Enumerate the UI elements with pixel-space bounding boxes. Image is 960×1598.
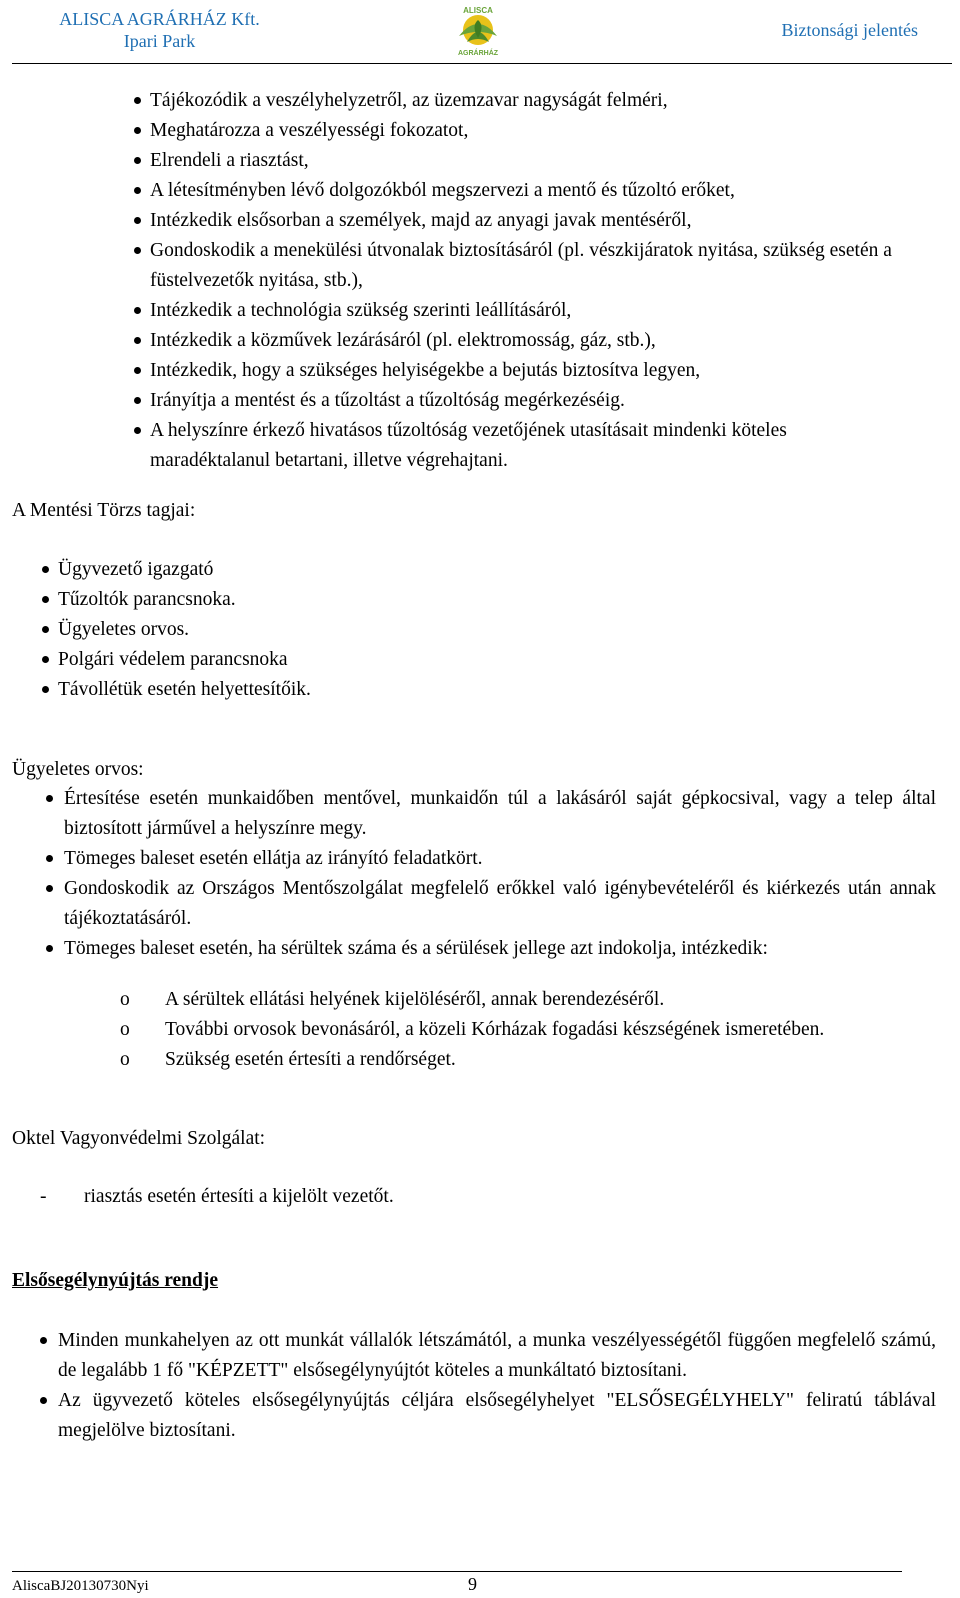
list-item: o A sérültek ellátási helyének kijelöléséről, annak berendezéséről.	[165, 985, 936, 1015]
list-item: Gondoskodik az Országos Mentőszolgálat megfelelő erőkkel való igénybevételéről és kiérkezés után annak tájékoztatásáról.	[64, 874, 936, 934]
footer-divider	[12, 1571, 902, 1572]
list-item: o További orvosok bevonásáról, a közeli Kórházak fogadási készségének ismeretében.	[165, 1015, 936, 1045]
list-item: Intézkedik elsősorban a személyek, majd az anyagi javak mentéséről,	[150, 206, 910, 236]
bullet-icon	[42, 566, 49, 573]
bullet-icon	[42, 656, 49, 663]
list-item: Tömeges baleset esetén ellátja az irányító feladatkört.	[64, 844, 936, 874]
list-item: o Szükség esetén értesíti a rendőrséget.	[165, 1045, 936, 1075]
bullet-icon	[134, 307, 141, 314]
alisca-logo	[445, 2, 511, 58]
list-item: Tömeges baleset esetén, ha sérültek száma és a sérülések jellege azt indokolja, intézkedik:	[64, 934, 936, 964]
bullet-icon	[42, 686, 49, 693]
company-name: ALISCA AGRÁRHÁZ Kft.	[59, 9, 260, 29]
first-aid-heading: Elsősegélynyújtás rendje	[12, 1270, 219, 1291]
bullet-icon	[46, 855, 53, 862]
doctor-sublist	[120, 985, 936, 1075]
list-item: Tájékozódik a veszélyhelyzetről, az üzemzavar nagyságát felméri,	[150, 86, 910, 116]
logo-text-top: ALISCA	[463, 6, 493, 15]
bullet-icon	[134, 157, 141, 164]
bullet-icon	[134, 187, 141, 194]
list-item: Ügyeletes orvos.	[58, 615, 658, 645]
list-item: Polgári védelem parancsnoka	[58, 645, 658, 675]
bullet-icon	[40, 1397, 47, 1404]
bullet-icon	[134, 217, 141, 224]
bullet-icon	[134, 97, 141, 104]
first-aid-list	[58, 1326, 936, 1446]
list-item: Meghatározza a veszélyességi fokozatot,	[150, 116, 910, 146]
company-location: Ipari Park	[123, 31, 196, 51]
list-item: A helyszínre érkező hivatásos tűzoltóság vezetőjének utasításait mindenki köteles maradéktalanul betartani, illetve végrehajtani.	[150, 416, 910, 476]
staff-list	[58, 555, 658, 705]
bullet-icon	[46, 885, 53, 892]
list-item: A létesítményben lévő dolgozókból megszervezi a mentő és tűzoltó erőket,	[150, 176, 910, 206]
list-item: Távollétük esetén helyettesítőik.	[58, 675, 658, 705]
bullet-icon	[134, 367, 141, 374]
staff-title: A Mentési Törzs tagjai:	[12, 500, 196, 521]
sub-marker: o	[120, 1019, 130, 1040]
bullet-icon	[46, 795, 53, 802]
sub-marker: o	[120, 1049, 130, 1070]
list-item: Ügyvezető igazgató	[58, 555, 658, 585]
list-item: Intézkedik a közművek lezárásáról (pl. elektromosság, gáz, stb.),	[150, 326, 910, 356]
sub-marker: o	[120, 989, 130, 1010]
bullet-icon	[42, 596, 49, 603]
security-item: riasztás esetén értesíti a kijelölt vezetőt.	[84, 1186, 394, 1207]
bullet-icon	[134, 337, 141, 344]
list-item: Irányítja a mentést és a tűzoltást a tűzoltóság megérkezéséig.	[150, 386, 910, 416]
security-marker: -	[40, 1186, 47, 1207]
list-item: Minden munkahelyen az ott munkát vállalók létszámától, a munka veszélyességétől függően megfelelő számú, de legalább 1 fő "KÉPZETT" elsősegélynyújtót köteles a munkáltató biztosítani.	[58, 1326, 936, 1386]
list-item: Elrendeli a riasztást,	[150, 146, 910, 176]
bullet-icon	[134, 247, 141, 254]
page-number: 9	[468, 1574, 477, 1594]
bullet-icon	[40, 1337, 47, 1344]
list-item: Intézkedik a technológia szükség szerinti leállításáról,	[150, 296, 910, 326]
footer-doc-code: AliscaBJ20130730Nyi	[12, 1578, 149, 1594]
list-item: Tűzoltók parancsnoka.	[58, 585, 658, 615]
bullet-icon	[134, 127, 141, 134]
intro-list	[150, 86, 910, 476]
header-company	[12, 8, 307, 52]
security-title: Oktel Vagyonvédelmi Szolgálat:	[12, 1128, 266, 1149]
doctor-title: Ügyeletes orvos:	[12, 759, 144, 780]
header-divider	[12, 63, 952, 64]
logo-text-bottom: AGRÁRHÁZ	[457, 50, 499, 57]
bullet-icon	[134, 427, 141, 434]
bullet-icon	[42, 626, 49, 633]
doc-title: Biztonsági jelentés	[781, 20, 918, 40]
doctor-list	[64, 784, 936, 964]
bullet-icon	[46, 945, 53, 952]
list-item: Értesítése esetén munkaidőben mentővel, munkaidőn túl a lakásáról saját gépkocsival, vagy a telep által biztosított járművel a helyszínre megy.	[64, 784, 936, 844]
list-item: Intézkedik, hogy a szükséges helyiségekbe a bejutás biztosítva legyen,	[150, 356, 910, 386]
list-item: Az ügyvezető köteles elsősegélynyújtás céljára elsősegélyhelyet "ELSŐSEGÉLYHELY" feliratú táblával megjelölve biztosítani.	[58, 1386, 936, 1446]
bullet-icon	[134, 397, 141, 404]
list-item: Gondoskodik a menekülési útvonalak biztosításáról (pl. vészkijáratok nyitása, szükség esetén a füstelvezetők nyitása, stb.),	[150, 236, 910, 296]
